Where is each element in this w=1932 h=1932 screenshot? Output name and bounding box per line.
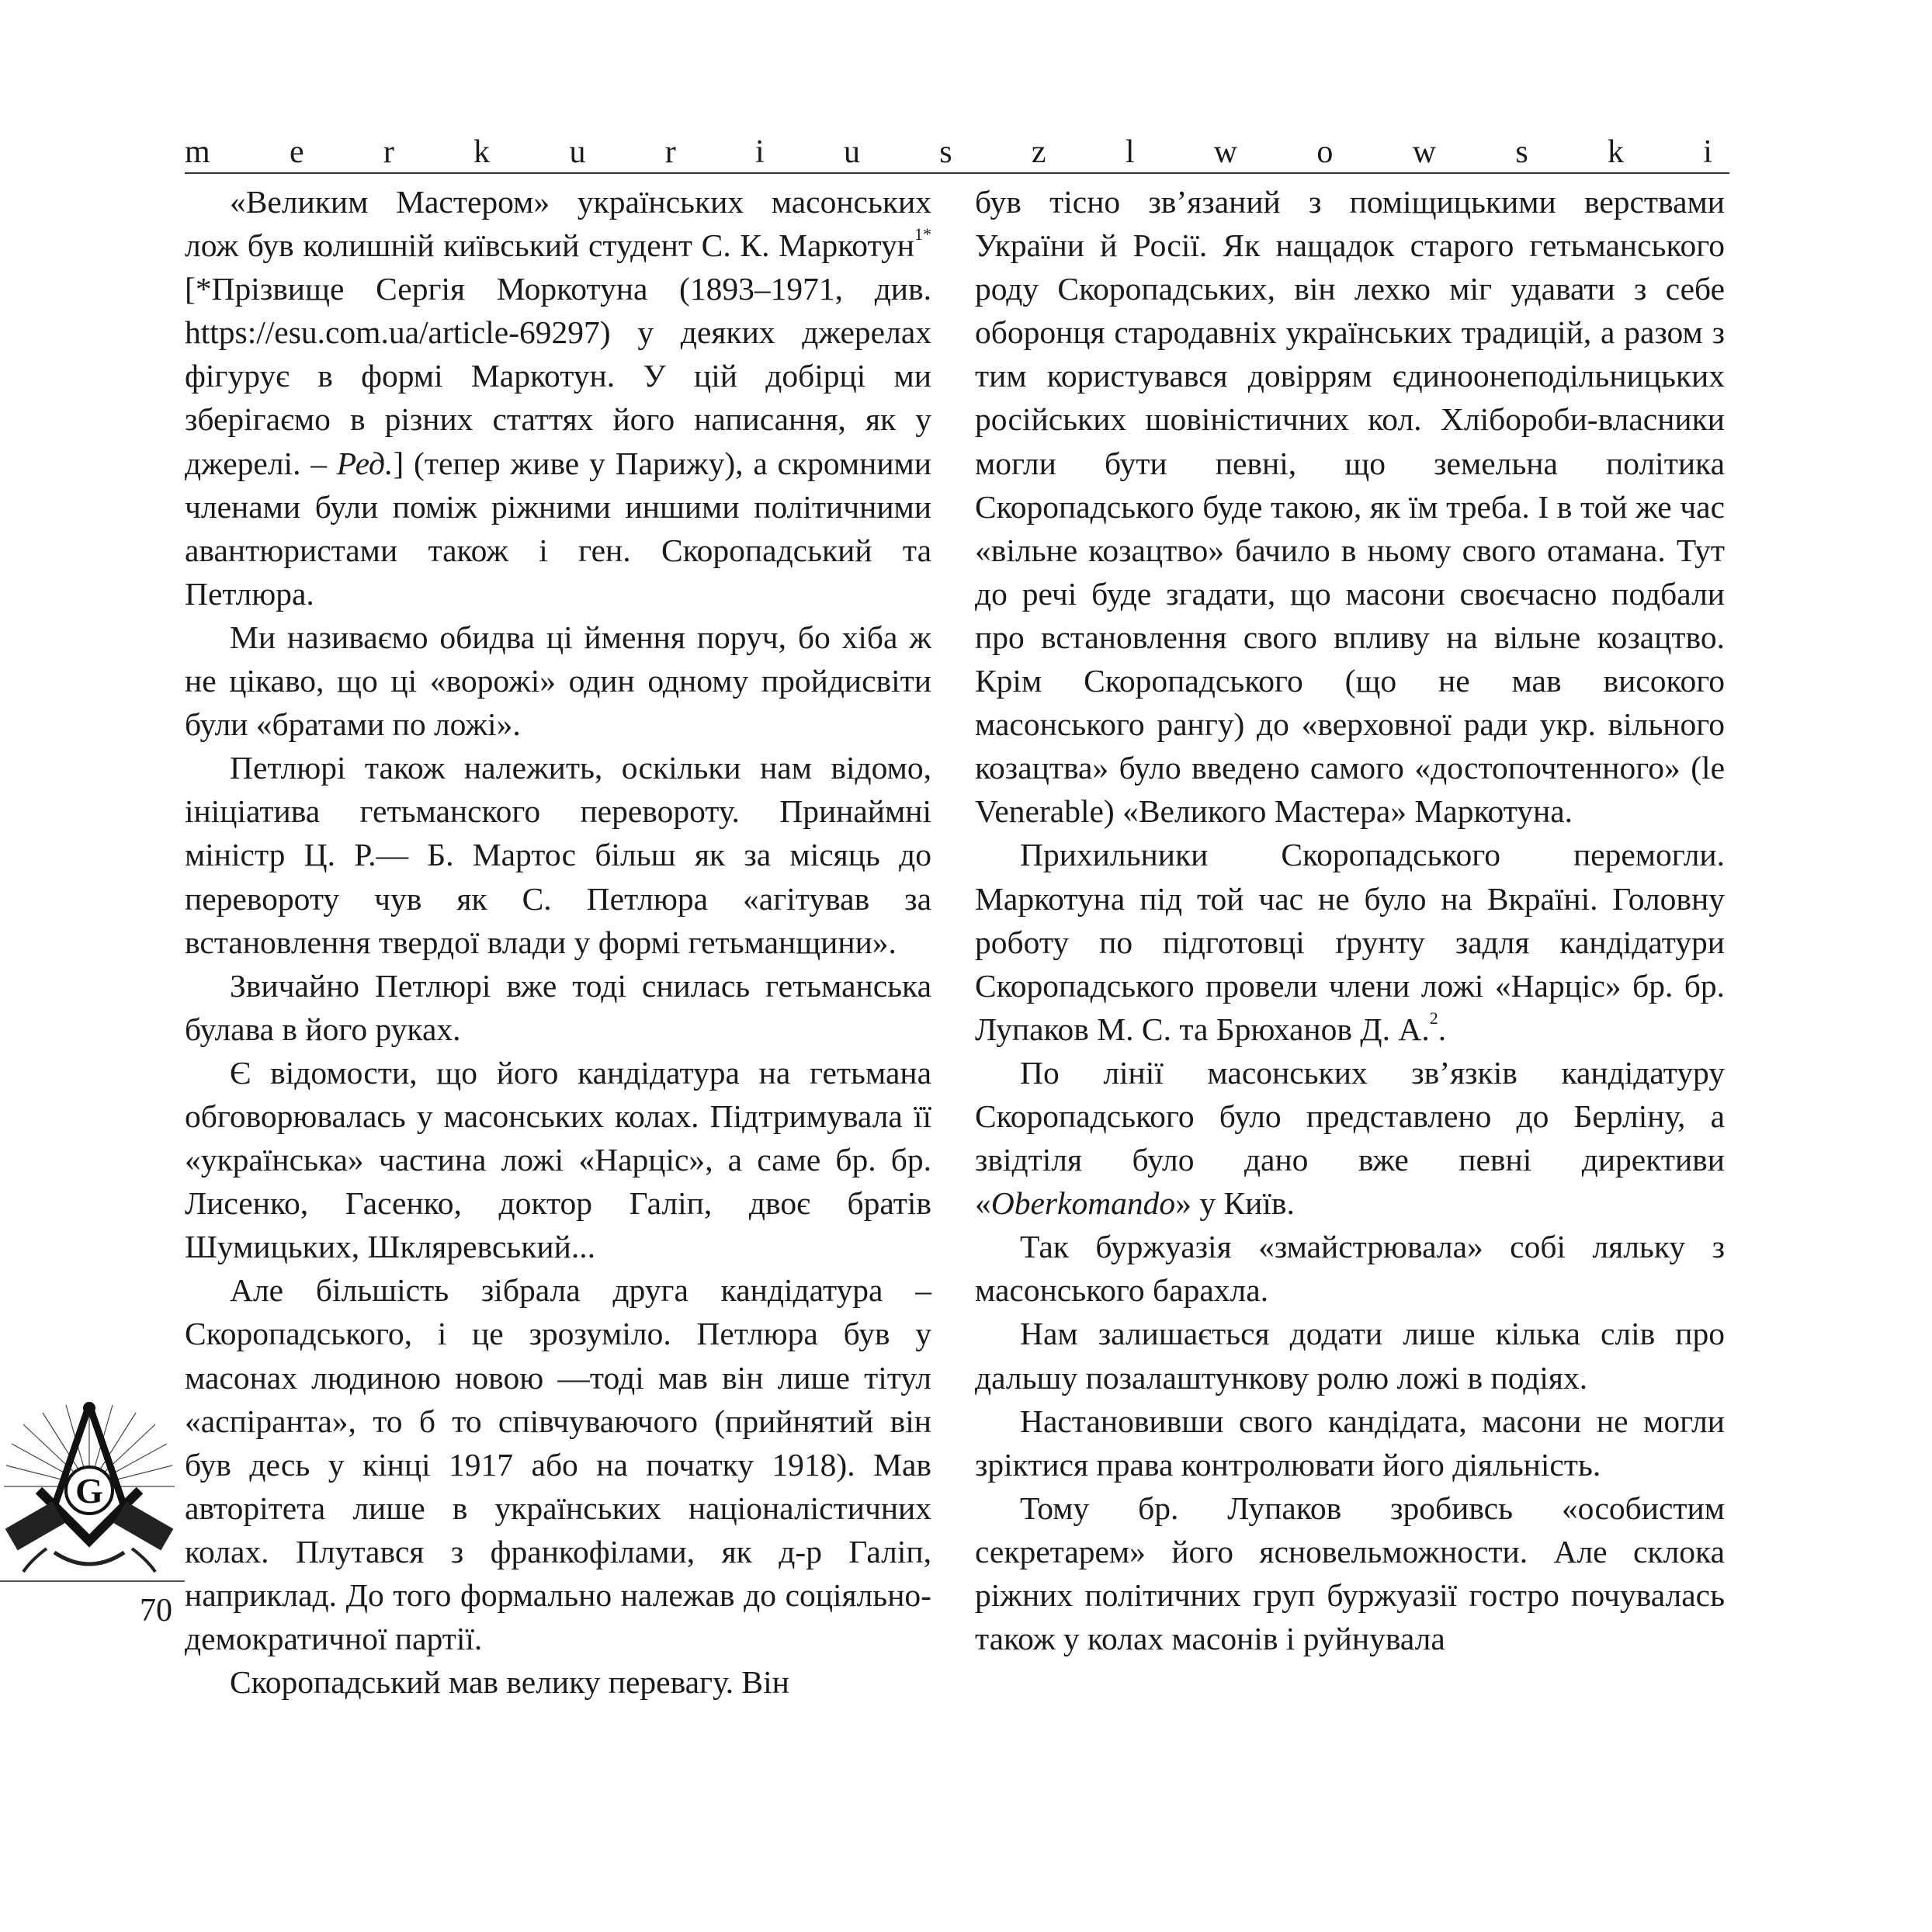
paragraph-text: . — [1438, 1011, 1447, 1047]
header-letter: s — [939, 134, 952, 170]
header-letter: e — [289, 134, 304, 170]
paragraph: Є відомости, що його кандідатура на гетьмана обговорювалась у масонських колах. Підтримувала її «українська» частина ложі «Нарціс», а саме бр. бр. Лисенко, Гасенко, доктор Галіп, двоє братів Шумицьких, Шкляревський... — [185, 1054, 931, 1265]
header-letter: i — [1703, 134, 1712, 170]
emblem-letter: G — [75, 1471, 103, 1511]
paragraph: Так буржуазія «змайстрювала» собі ляльку з масонського барахла. — [975, 1229, 1725, 1309]
paragraph-text: Прихильники Скоропадського перемогли. Маркотуна під той час не було на Вкраїні. Головну роботу по підготовці ґрунту задля кандідатури Скоропадського провели члени ложі «Нарціс» бр. бр. Лупаков М. С. та Брюханов Д. А. — [975, 837, 1725, 1047]
paragraph: Нам залишається додати лише кілька слів про дальшу позалаштункову ролю ложі в подіях. — [975, 1316, 1725, 1396]
header-letter: w — [1213, 134, 1238, 170]
italic-term: Oberkomando — [990, 1185, 1176, 1222]
paragraph: Ми називаємо обидва ці ймення поруч, бо хіба ж не цікаво, що ці «ворожі» один одному пройдисвіти були «братами по ложі». — [185, 619, 931, 743]
left-column — [185, 180, 931, 1704]
header-letter: k — [1607, 134, 1624, 170]
paragraph: Настановивши свого кандідата, масони не могли зріктися права контролювати його діяльність. — [975, 1403, 1725, 1483]
header-letter: u — [843, 134, 860, 170]
paragraph: Скоропадський мав велику перевагу. Він — [230, 1664, 789, 1701]
paragraph-text: По лінії масонських зв’язків кандідатуру Скоропадського було представлено до Берліну, а звідтіля було дано вже певні директиви « — [975, 1054, 1725, 1222]
page-number: 70 — [140, 1593, 172, 1628]
header-rule — [185, 172, 1729, 174]
paragraph: Тому бр. Лупаков зробивсь «особистим секретарем» його ясновельможности. Але склока ріжних політичних груп буржуазії гостро почувалась також у колах масонів і руйнувала — [975, 1490, 1725, 1657]
header-letter: l — [1125, 134, 1135, 170]
right-column — [975, 180, 1725, 1660]
header-letter: o — [1316, 134, 1334, 170]
header-letter: s — [1515, 134, 1528, 170]
header-letter: m — [185, 134, 210, 170]
paragraph-text: ] (тепер живе у Парижу), а скромними членами були поміж ріжними иншими політичними авантюристами також і ген. Скоропадський та Петлюра. — [185, 445, 931, 612]
header-letter: r — [383, 134, 394, 170]
header-letter: u — [569, 134, 586, 170]
header-letter: w — [1412, 134, 1437, 170]
paragraph — [185, 180, 931, 616]
paragraph: Звичайно Петлюрі вже тоді снилась гетьманська булава в його руках. — [185, 967, 931, 1047]
margin-rule — [0, 1580, 185, 1582]
paragraph — [975, 833, 1725, 1050]
paragraph-text: «Великим Мастером» українських масонських лож був колишній київський студент С. К. Маркотун — [185, 184, 931, 264]
paragraph: був тісно зв’язаний з поміщицькими верствами України й Росії. Як нащадок старого гетьманського роду Скоропадських, він лехко міг удавати з себе оборонця стародавніх українських традицій, а разом з тим користувався довіррям єдиноонеподільницьких російських шовіністичних кол. Хлібороби-власники могли бути певні, що земельна політика Скоропадського буде такою, як їм треба. І в той же час «вільне козацтво» бачило в ньому свого отамана. Тут до речі буде згадати, що масони своєчасно подбали про встановлення свого впливу на вільне козацтво. Крім Скоропадського (що не мав високого масонського рангу) до «верховної ради укр. вільного козацтва» було введено самого «достопочтенного» (le Venerable) «Великого Мастера» Маркотуна. — [975, 184, 1725, 830]
masonic-emblem-icon — [0, 1397, 179, 1576]
footnote-marker: 1* — [914, 224, 931, 245]
paragraph: Але більшість зібрала друга кандідатура – Скоропадського, і це зрозуміло. Петлюра був у масонах людиною новою —тоді мав він лише тітул «аспіранта», то б то співчуваючого (прийнятий він був десь у кінці 1917 або на початку 1918). Мав авторітета лише в українських націоналістичних колах. Плутався з франкофілами, як д-р Галіп, наприклад. До того формально належав до соціяльно-демократичної партії. — [185, 1272, 931, 1657]
paragraph — [975, 1051, 1725, 1225]
paragraph: Петлюрі також належить, оскільки нам відомо, ініціатива гетьманского перевороту. Принаймні міністр Ц. Р.— Б. Мартос більш як за місяць до перевороту чув як С. Петлюра «агітував за встановлення твердої влади у формі гетьманщини». — [185, 750, 931, 960]
footnote-marker: 2 — [1429, 1008, 1438, 1028]
paragraph-text: » у Київ. — [1175, 1185, 1295, 1222]
header-letter: i — [755, 134, 765, 170]
header-letter: z — [1031, 134, 1046, 170]
paragraph-text: [*Прізвище Сергія Моркотуна (1893–1971, див. https://esu.com.ua/article-69297) у деяких джерелах фігурує в формі Маркотун. У цій добірці ми зберігаємо в різних статтях його написання, як у джерелі. – — [185, 271, 931, 481]
header-letter: k — [473, 134, 491, 170]
editor-abbrev: Ред. — [336, 445, 394, 481]
running-header — [185, 132, 1712, 171]
header-letter: r — [664, 134, 676, 170]
